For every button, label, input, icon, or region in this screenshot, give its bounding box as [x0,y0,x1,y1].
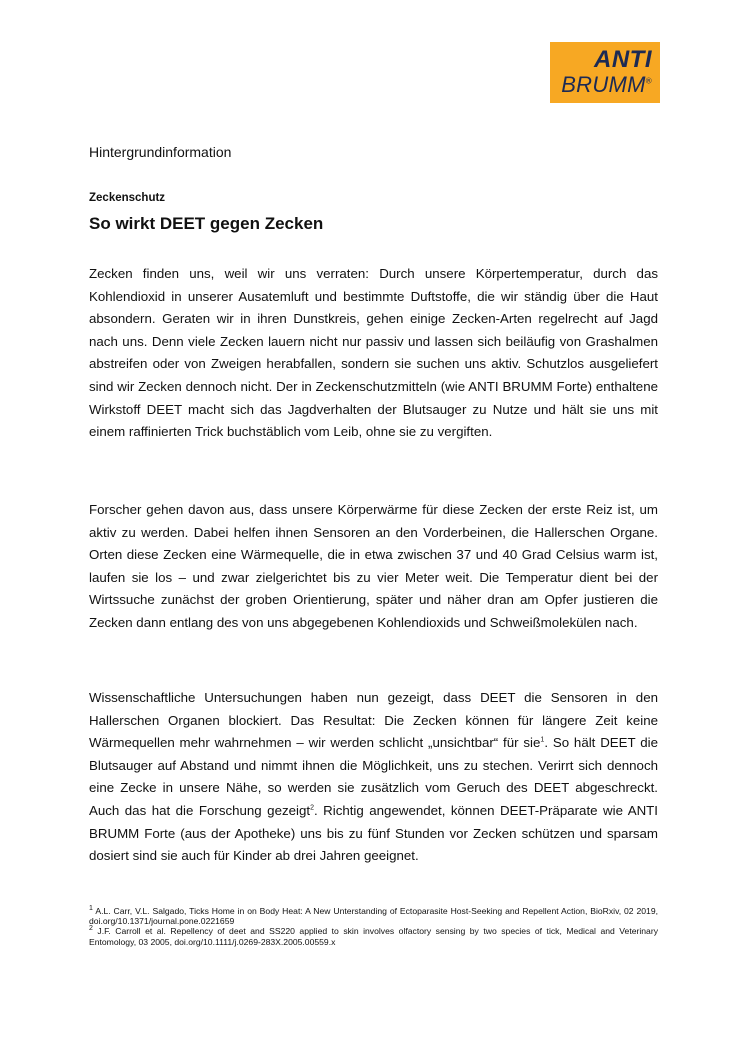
footnotes [89,906,658,947]
body-paragraph-2: Forscher gehen davon aus, dass unsere Körperwärme für diese Zecken der erste Reiz ist, um aktiv zu werden. Dabei helfen ihnen Sensoren an den Vorderbeinen, die Hallerschen Organe. Orten diese Zecken eine Wärmequelle, die in etwa zwischen 37 und 40 Grad Celsius warm ist, laufen sie los – und zwar zielgerichtet bis zu vier Meter weit. Die Temperatur dient bei der Wirtssuche zunächst der groben Orientierung, später und näher dran am Opfer justieren die Zecken dann entlang des von uns abgegebenen Kohlendioxids und Schweißmolekülen nach. [89,502,658,630]
footnote-2 [89,926,658,946]
paragraph-3-text-c: . Richtig angewendet, können DEET-Präparate wie ANTI BRUMM Forte (aus der Apotheke) uns bis zu fünf Stunden vor Zecken schützen und sparsam dosiert sind sie auch für Kinder ab drei Jahren geeignet. [89,802,658,864]
document-type: Hintergrundinformation [89,144,232,160]
body-paragraph-3 [89,687,658,868]
footnote-1-text: A.L. Carr, V.L. Salgado, Ticks Home in on Body Heat: A New Unterstanding of Ectoparasite Host-Seeking and Repellent Action, BioRxiv, 02 2019, doi.org/10.1371/journal.pone.0221659 [89,906,658,927]
footnote-1-number: 1 [89,905,93,913]
footnote-2-text: J.F. Carroll et al. Repellency of deet and SS220 applied to skin involves olfactory sensing by two species of tick, Medical and Veterinary Entomology, 03 2005, doi.org/10.1111/j.0269-283X.2005.00559.x [89,926,658,947]
footnote-ref-2: 2 [310,804,314,812]
paragraph-3-text-b: . So hält DEET die Blutsauger auf Abstand und nimmt ihnen die Möglichkeit, uns zu stechen. Verirrt sich dennoch eine Zecke in unsere Nähe, so werden sie zusätzlich vom Geruch des DEET abgeschreckt. Auch das hat die Forschung gezeigt [89,735,658,818]
page-title: So wirkt DEET gegen Zecken [89,214,324,233]
footnote-ref-1: 1 [540,736,545,744]
logo-line-anti: ANTI [594,46,652,73]
paragraph-3-text-a: Wissenschaftliche Untersuchungen haben nun gezeigt, dass DEET die Sensoren in den Hallerschen Organen blockiert. Das Resultat: Die Zecken können für längere Zeit keine Wärmequellen mehr wahrnehmen – wir werden schlicht „unsichtbar“ für sie [89,690,658,751]
registered-mark: ® [645,76,652,86]
footnote-1 [89,906,658,926]
logo-brumm-text: BRUMM [561,72,646,97]
anti-brumm-logo [550,42,660,103]
kicker: Zeckenschutz [89,192,166,204]
logo-line-brumm [550,74,652,96]
footnote-2-number: 2 [89,925,93,933]
body-paragraph-1: Zecken finden uns, weil wir uns verraten: Durch unsere Körpertemperatur, durch das Kohlendioxid in unserer Ausatemluft und bestimmte Duftstoffe, die wir ständig über die Haut absondern. Geraten wir in ihren Dunstkreis, gehen einige Zecken-Arten regelrecht auf Jagd nach uns. Denn viele Zecken lauern nicht nur passiv und lassen sich beiläufig von Grashalmen abstreifen oder von Zweigen herabfallen, sondern sie suchen uns aktiv. Schutzlos ausgeliefert sind wir Zecken dennoch nicht. Der in Zeckenschutzmitteln (wie ANTI BRUMM Forte) enthaltene Wirkstoff DEET macht sich das Jagdverhalten der Blutsauger zu Nutze und hält sie uns mit einem raffinierten Trick buchstäblich vom Leib, ohne sie zu vergiften. [89,266,658,440]
